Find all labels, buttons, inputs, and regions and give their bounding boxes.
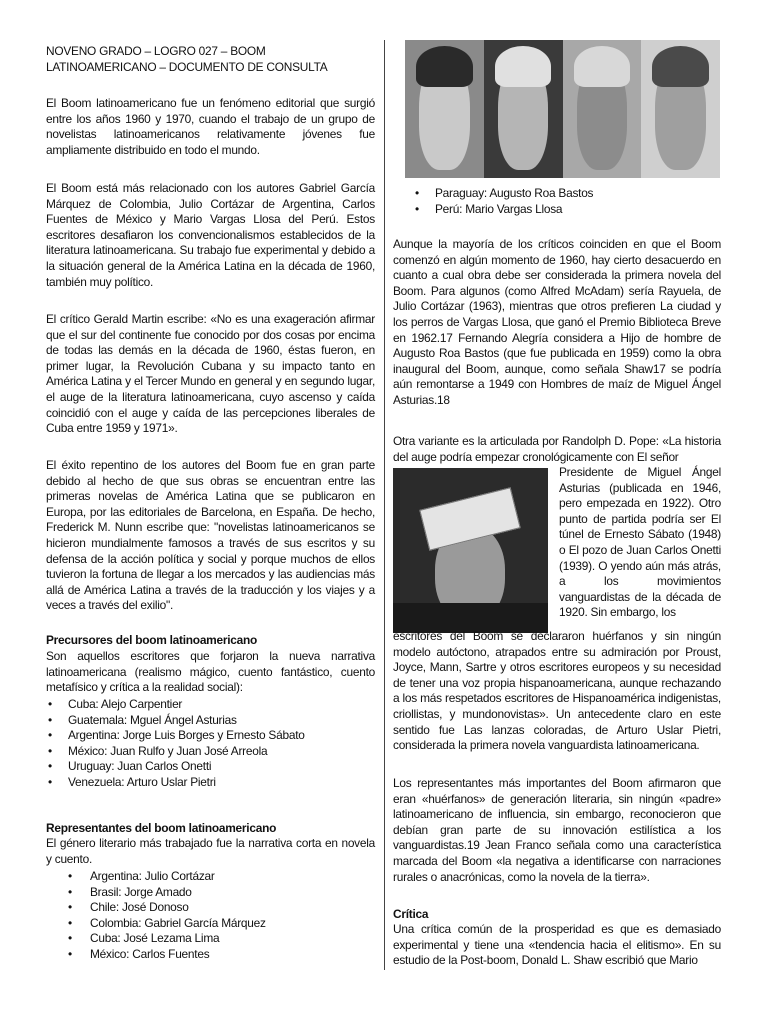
author-portrait-photo: [393, 468, 548, 633]
heading-precursores: Precursores del boom latinoamericano: [46, 633, 258, 647]
list-item: • Venezuela: Arturo Uslar Pietri: [46, 775, 375, 791]
list-precursores: [46, 697, 375, 791]
column-divider: [384, 40, 385, 970]
heading-representantes: Representantes del boom latinoamericano: [46, 821, 277, 835]
list-item: • Perú: Mario Vargas Llosa: [413, 202, 713, 218]
paragraph-authors: El Boom está más relacionado con los autores Gabriel García Márquez de Colombia, Julio Cortázar de Argentina, Carlos Fuentes de México y Mario Vargas Llosa del Perú. Estos escritores desafiaron los convencionalismos establecidos de la literatura latinoamericana. Su trabajo fue experimental y debido a la situación general de la América Latina en la década de 1960, también muy político.: [46, 181, 375, 289]
paragraph-pope-end: escritores del Boom se declararon huérfanos y sin ningún modelo autóctono, atrapados entre su admiración por Proust, Joyce, Mann, Sartre y otros escritores europeos y su necesidad de tener una voz propia hispanoamericana, aunque rechazando a los más respetados escritores de Hispanoamérica indigenistas, criollistas, y mundonovistas». Un antecedente claro en este sentido fue Las lanzas coloradas, de Arturo Uslar Pietri, considerada la primera novela vanguardista latinoamericana.: [393, 629, 721, 753]
portrait-photo: [641, 40, 720, 178]
list-representantes: [46, 869, 375, 963]
list-item: • México: Juan Rulfo y Juan José Arreola: [46, 744, 375, 760]
paragraph-huerfanos: Los representantes más importantes del Boom afirmaron que eran «huérfanos» de generación literaria, sin ningún «padre» latinoamericano de influencia, sin embargo, reconocieron que debían gran parte de su innovación estilística a los vanguardistas.19 Jean Franco señala como una característica marcada del Boom «la negativa a identificarse con narraciones rurales o anacrónicas, como la novela de la tierra».: [393, 776, 721, 884]
list-item: • México: Carlos Fuentes: [46, 947, 375, 963]
paragraph-precursores: Son aquellos escritores que forjaron la nueva narrativa latinoamericana (realismo mágico, cuento fantástico, cuento metafísico y crítica a la realidad social):: [46, 649, 375, 695]
list-item: • Brasil: Jorge Amado: [46, 885, 375, 901]
portrait-photo: [405, 40, 484, 178]
paragraph-representantes: El género literario más trabajado fue la narrativa corta en novela y cuento.: [46, 836, 375, 866]
paragraph-critica: Una crítica común de la prosperidad es que es demasiado experimental y tiene una «tendencia hacia el elitismo». En su estudio de la Post-boom, Donald L. Shaw escribió que Mario: [393, 922, 721, 968]
paragraph-pope-start: Otra variante es la articulada por Randolph D. Pope: «La historia del auge podría empezar cronológicamente con El señor: [393, 434, 721, 464]
paragraph-intro: El Boom latinoamericano fue un fenómeno editorial que surgió entre los años 1960 y 1970, cuando el trabajo de un grupo de novelistas latinoamericanos relativamente jóvenes fue ampliamente distribuido en todo el mundo.: [46, 96, 375, 157]
list-representantes-cont: [413, 186, 713, 217]
list-item: • Cuba: Alejo Carpentier: [46, 697, 375, 713]
list-item: • Guatemala: Mguel Ángel Asturias: [46, 713, 375, 729]
list-item: • Argentina: Jorge Luis Borges y Ernesto Sábato: [46, 728, 375, 744]
heading-critica: Crítica: [393, 907, 429, 921]
paragraph-pope-wrap: Presidente de Miguel Ángel Asturias (publicada en 1946, pero empezada en 1922). Otro punto de partida podría ser El túnel de Ernesto Sábato (1948) o El pozo de Juan Carlos Onetti (1939). O yendo aún más atrás, a los movimientos vanguardistas de la década de 1920. Sin embargo, los: [559, 465, 721, 620]
list-item: • Chile: José Donoso: [46, 900, 375, 916]
portrait-photo: [563, 40, 642, 178]
authors-photo-strip: [405, 40, 720, 178]
document-title: NOVENO GRADO – LOGRO 027 – BOOM LATINOAMERICANO – DOCUMENTO DE CONSULTA: [46, 44, 328, 74]
paragraph-nunn: El éxito repentino de los autores del Boom fue en gran parte debido al hecho de que sus obras se encuentran entre las primeras novelas de América Latina que se publicaron en Europa, por las editoriales de Barcelona, en España. De hecho, Frederick M. Nunn escribe que: "novelistas latinoamericanos se hicieron mundialmente famosos a través de sus escritos y su defensa de la acción política y social y porque muchos de ellos tuvieron la fortuna de llegar a los mercados y las audiencias más allá de América Latina a través de la traducción y los viajes y a veces a través del exilio".: [46, 458, 375, 613]
portrait-photo: [484, 40, 563, 178]
list-item: • Cuba: José Lezama Lima: [46, 931, 375, 947]
list-item: • Colombia: Gabriel García Márquez: [46, 916, 375, 932]
list-item: • Paraguay: Augusto Roa Bastos: [413, 186, 713, 202]
list-item: • Uruguay: Juan Carlos Onetti: [46, 759, 375, 775]
paragraph-primera-novela: Aunque la mayoría de los críticos coinciden en que el Boom comenzó en algún momento de 1960, hay cierto desacuerdo en cuanto a cual obra debe ser considerada la primera novela del Boom. Para algunos (como Alfred McAdam) sería Rayuela, de Julio Cortázar (1963), mientras que otros prefieren La ciudad y los perros de Vargas Llosa, que ganó el Premio Biblioteca Breve en 1962.17 Fernando Alegría considera a Hijo de hombre de Augusto Roa Bastos (que fue publicada en 1959) como la obra inaugural del Boom, aunque, como señala Shaw17 se podría aún remontarse a 1949 con Hombres de maíz de Miguel Ángel Asturias.18: [393, 237, 721, 407]
paragraph-martin: El crítico Gerald Martin escribe: «No es una exageración afirmar que el sur del continente fue conocido por dos cosas por encima de todas las demás en la década de 1960, éstas fueron, en primer lugar, la Revolución Cubana y su impacto tanto en América Latina y el Tercer Mundo en general y en segundo lugar, el auge de la literatura latinoamericana, cuyo ascenso y caída coincidió con el auge y caída de las percepciones liberales de Cuba entre 1959 y 1971».: [46, 312, 375, 436]
list-item: • Argentina: Julio Cortázar: [46, 869, 375, 885]
